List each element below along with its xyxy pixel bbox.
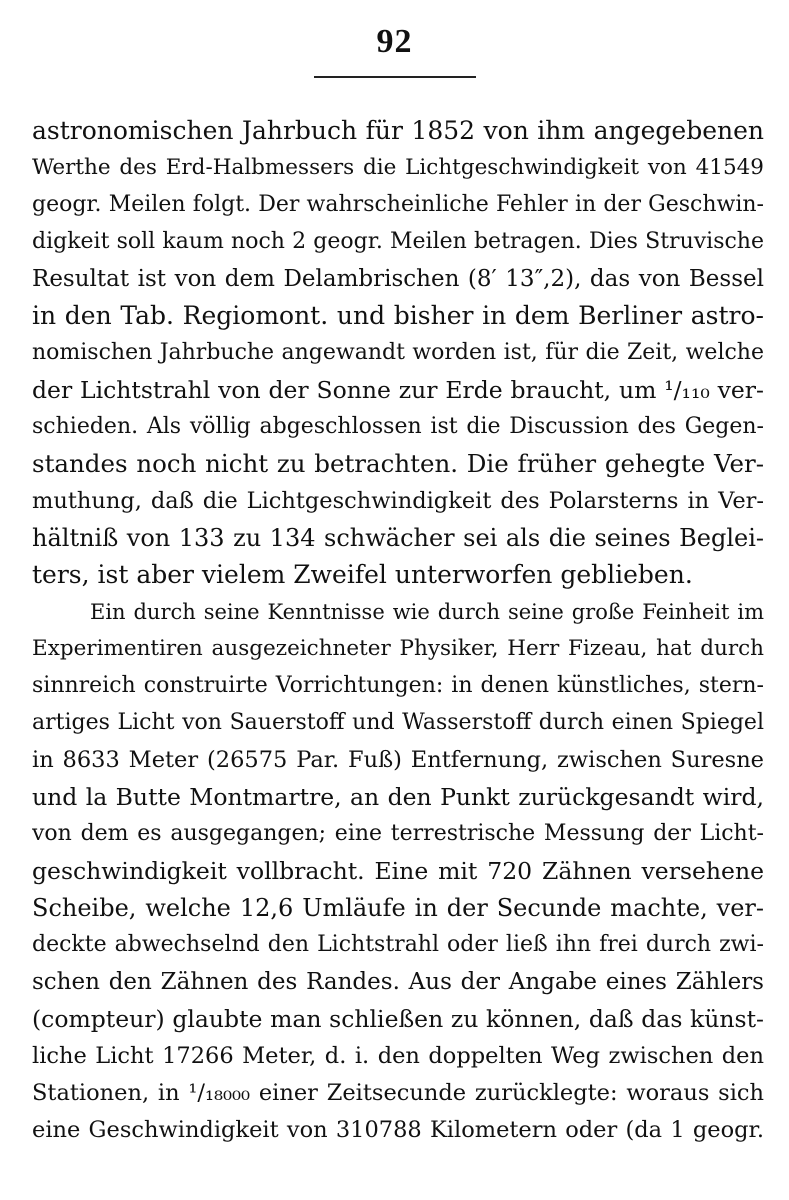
text-line: in 8633 Meter (26575 Par. Fuß) Entfernung, zwischen Suresne <box>32 747 764 773</box>
text-line: standes noch nicht zu betrachten. Die früher gehegte Ver- <box>32 449 764 478</box>
text-line: hältniß von 133 zu 134 schwächer sei als die seines Beglei- <box>32 524 764 552</box>
text-line: sinnreich construirte Vorrichtungen: in denen künstliches, stern- <box>32 673 764 698</box>
text-line: Scheibe, welche 12,6 Umläufe in der Secunde machte, ver- <box>32 894 764 922</box>
text-line: ters, ist aber vielem Zweifel unterworfen geblieben. <box>32 560 693 589</box>
text-line: Werthe des Erd-Halbmessers die Lichtgeschwindigkeit von 41549 <box>32 155 764 180</box>
text-line: Resultat ist von dem Delambrischen (8′ 13″,2), das von Bessel <box>32 266 764 292</box>
text-line: Ein durch seine Kenntnisse wie durch seine große Feinheit im <box>90 600 764 624</box>
text-line: digkeit soll kaum noch 2 geogr. Meilen betragen. Dies Struvische <box>32 229 764 254</box>
text-line: astronomischen Jahrbuch für 1852 von ihm angegebenen <box>32 116 764 145</box>
text-line: geogr. Meilen folgt. Der wahrscheinliche Fehler in der Geschwin- <box>32 192 764 217</box>
text-line: liche Licht 17266 Meter, d. i. den doppelten Weg zwischen den <box>32 1043 764 1069</box>
text-line: Stationen, in ¹/₁₈₀₀₀ einer Zeitsecunde zurücklegte: woraus sich <box>32 1080 764 1106</box>
text-line: der Lichtstrahl von der Sonne zur Erde braucht, um ¹/₁₁₀ ver- <box>32 376 764 404</box>
text-line: deckte abwechselnd den Lichtstrahl oder ließ ihn frei durch zwi- <box>32 932 764 957</box>
text-line: nomischen Jahrbuche angewandt worden ist, für die Zeit, welche <box>32 340 764 365</box>
text-line: und la Butte Montmartre, an den Punkt zurückgesandt wird, <box>32 783 764 811</box>
text-line: eine Geschwindigkeit von 310788 Kilometern oder (da 1 geogr. <box>32 1117 764 1143</box>
text-line: artiges Licht von Sauerstoff und Wasserstoff durch einen Spiegel <box>32 710 764 735</box>
header-rule <box>314 76 476 78</box>
text-line: von dem es ausgegangen; eine terrestrische Messung der Licht- <box>32 821 764 846</box>
text-line: (compteur) glaubte man schließen zu können, daß das künst- <box>32 1005 764 1033</box>
text-line: in den Tab. Regiomont. und bisher in dem Berliner astro- <box>32 301 764 330</box>
text-line: Experimentiren ausgezeichneter Physiker, Herr Fizeau, hat durch <box>32 636 764 661</box>
text-line: schen den Zähnen des Randes. Aus der Angabe eines Zählers <box>32 969 764 995</box>
page-number: 92 <box>376 23 413 60</box>
text-line: muthung, daß die Lichtgeschwindigkeit des Polarsterns in Ver- <box>32 488 764 514</box>
text-line: geschwindigkeit vollbracht. Eine mit 720 Zähnen versehene <box>32 857 764 885</box>
text-line: schieden. Als völlig abgeschlossen ist die Discussion des Gegen- <box>32 414 764 439</box>
